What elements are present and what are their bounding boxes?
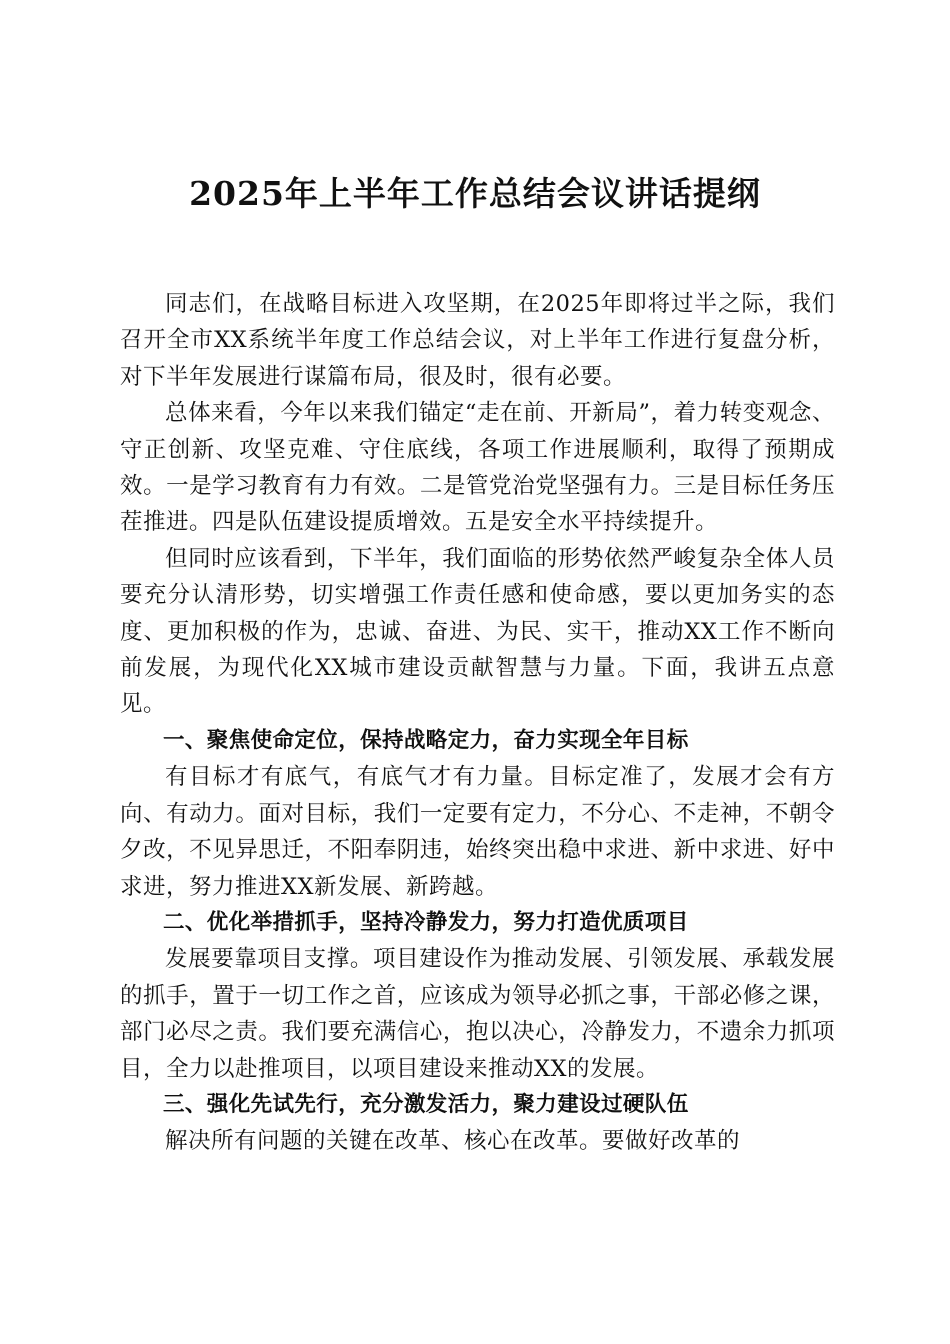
document-body bbox=[120, 286, 835, 1160]
document-title: 2025年上半年工作总结会议讲话提纲 bbox=[189, 174, 761, 213]
section-text-1: 有目标才有底气，有底气才有力量。目标定准了，发展才会有方向、有动力。面对目标，我们一定要有定力，不分心、不走神，不朝令夕改，不见异思迁，不阳奉阴违，始终突出稳中求进、新中求进、好中求进，努力推进XX新发展、新跨越。 bbox=[120, 764, 835, 900]
section-text-3: 解决所有问题的关键在改革、核心在改革。要做好改革的 bbox=[165, 1128, 741, 1155]
section-heading-1: 一、聚焦使命定位，保持战略定力，奋力实现全年目标 bbox=[163, 727, 689, 753]
intro-paragraph-2: 总体来看，今年以来我们锚定“走在前、开新局”，着力转变观念、守正创新、攻坚克难、守住底线，各项工作进展顺利，取得了预期成效。一是学习教育有力有效。二是管党治党坚强有力。三是目标任务压茬推进。四是队伍建设提质增效。五是安全水平持续提升。 bbox=[120, 400, 835, 536]
intro-paragraph-3: 但同时应该看到，下半年，我们面临的形势依然严峻复杂全体人员要充分认清形势，切实增强工作责任感和使命感，要以更加务实的态度、更加积极的作为，忠诚、奋进、为民、实干，推动XX工作不断向前发展，为现代化XX城市建设贡献智慧与力量。下面，我讲五点意见。 bbox=[120, 545, 835, 718]
section-heading-3: 三、强化先试先行，充分激发活力，聚力建设过硬队伍 bbox=[163, 1091, 689, 1117]
section-heading-2: 二、优化举措抓手，坚持冷静发力，努力打造优质项目 bbox=[163, 909, 689, 935]
intro-paragraph-1: 同志们，在战略目标进入攻坚期，在2025年即将过半之际，我们召开全市XX系统半年度工作总结会议，对上半年工作进行复盘分析，对下半年发展进行谋篇布局，很及时，很有必要。 bbox=[120, 291, 835, 390]
section-text-2: 发展要靠项目支撑。项目建设作为推动发展、引领发展、承载发展的抓手，置于一切工作之首，应该成为领导必抓之事，干部必修之课，部门必尽之责。我们要充满信心，抱以决心，冷静发力，不遗余力抓项目，全力以赴推项目，以项目建设来推动XX的发展。 bbox=[120, 946, 835, 1082]
